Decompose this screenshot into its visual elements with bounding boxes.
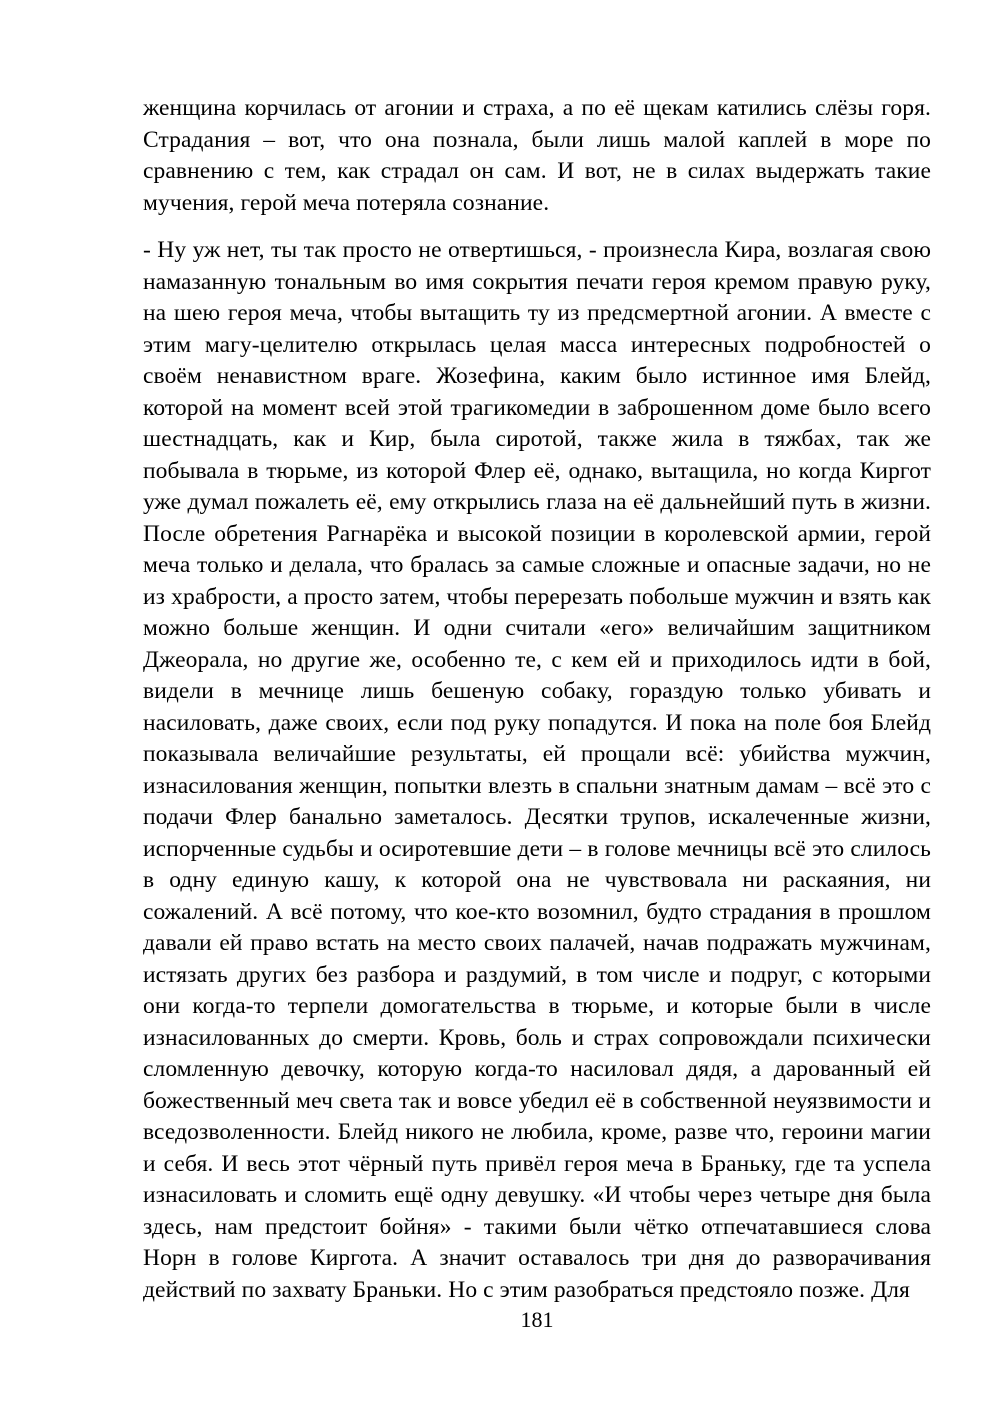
paragraph-2: - Ну уж нет, ты так просто не отвертишься, - произнесла Кира, возлагая свою намазанную тональным во имя сокрытия печати героя кремом правую руку, на шею героя меча, чтобы вытащить ту из предсмертной агонии. А вместе с этим магу-целителю открылась целая масса интересных подробностей о своём ненавистном враге. Жозефина, каким было истинное имя Блейд, которой на момент всей этой трагикомедии в заброшенном доме было всего шестнадцать, как и Кир, была сиротой, также жила в тяжбах, так же побывала в тюрьме, из которой Флер её, однако, вытащила, но когда Киргот уже думал пожалеть её, ему открылись глаза на её дальнейший путь в жизни. После обретения Рагнарёка и высокой позиции в королевской армии, герой меча только и делала, что бралась за самые сложные и опасные задачи, но не из храбрости, а просто затем, чтобы перерезать побольше мужчин и взять как можно больше женщин. И одни считали «его» величайшим защитником Джеорала, но другие же, особенно те, с кем ей и приходилось идти в бой, видели в мечнице лишь бешеную собаку, гораздую только убивать и насиловать, даже своих, если под руку попадутся. И пока на поле боя Блейд показывала величайшие результаты, ей прощали всё: убийства мужчин, изнасилования женщин, попытки влезть в спальни знатным дамам – всё это с подачи Флер банально заметалось. Десятки трупов, искалеченные жизни, испорченные судьбы и осиротевшие дети – в голове мечницы всё это слилось в одну единую кашу, к которой она не чувствовала ни раскаяния, ни сожалений. А всё потому, что кое-кто возомнил, будто страдания в прошлом давали ей право встать на место своих палачей, начав подражать мужчинам, истязать других без разбора и раздумий, в том числе и подруг, с которыми они когда-то терпели домогательства в тюрьме, и которые были в числе изнасилованных до смерти. Кровь, боль и страх сопровождали психически сломленную девочку, которую когда-то насиловал дядя, а дарованный ей божественный меч света так и вовсе убедил её в собственной неуязвимости и вседозволенности. Блейд никого не любила, кроме, разве что, героини магии и себя. И весь этот чёрный путь привёл героя меча в Браньку, где та успела изнасиловать и сломить ещё одну девушку. «И чтобы через четыре дня была здесь, нам предстоит бойня» - такими были чётко отпечатавшиеся слова Норн в голове Киргота. А значит оставалось три дня до разворачивания действий по захвату Браньки. Но с этим разобраться предстояло позже. Для <box>143 237 931 1303</box>
page-number: 181 <box>520 1307 554 1332</box>
paragraph-1: женщина корчилась от агонии и страха, а по её щекам катились слёзы горя. Страдания – вот, что она познала, были лишь малой каплей в море по сравнению с тем, как страдал он сам. И вот, не в силах выдержать такие мучения, герой меча потеряла сознание. <box>143 95 931 216</box>
page-text <box>143 93 931 1306</box>
